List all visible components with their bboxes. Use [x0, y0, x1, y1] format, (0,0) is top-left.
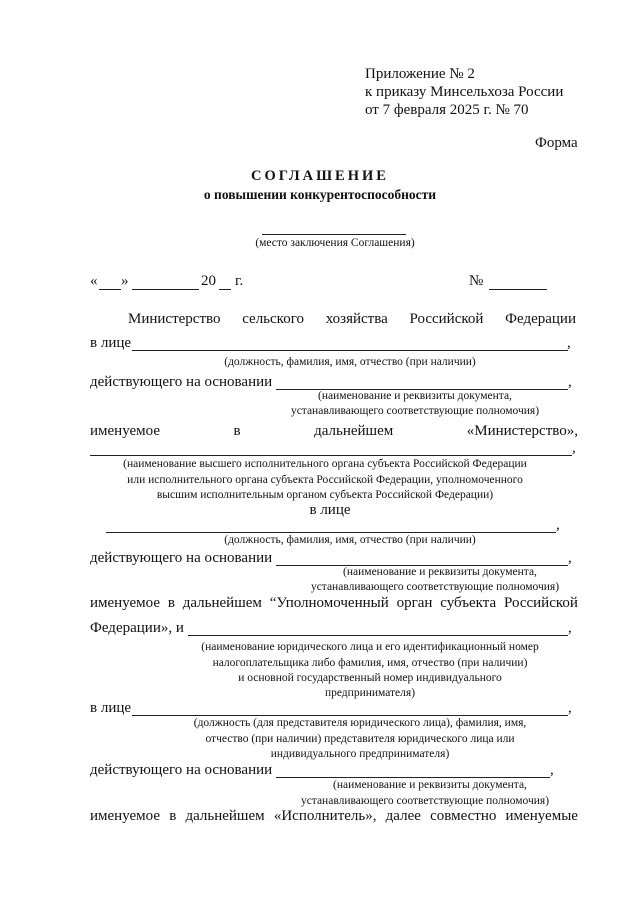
comma: ,	[556, 517, 560, 533]
caption-exec-line-3: высшим исполнительным органом субъекта Российской Федерации)	[156, 489, 494, 501]
year-prefix: 20	[201, 273, 216, 289]
date-close-quote: »	[121, 273, 129, 289]
comma: ,	[550, 762, 554, 778]
named-word: именуемое	[90, 423, 160, 439]
named-word: “Уполномоченный	[269, 595, 389, 611]
caption-legal-line-2: налогоплательщика либо фамилия, имя, отчество (при наличии)	[212, 657, 528, 669]
named-word: в	[233, 423, 241, 439]
named-word: орган	[396, 595, 433, 611]
year-field-line	[219, 289, 231, 290]
executive-body-line	[90, 455, 572, 456]
caption-rep-line-1: (должность (для представителя юридического лица), фамилия, имя,	[193, 717, 527, 729]
ministry-word: Федерации	[505, 311, 576, 327]
authorized-person-line	[106, 532, 556, 533]
named-word: дальнейшем	[182, 595, 262, 611]
named-word: именуемое	[90, 595, 160, 611]
caption-legal-line-1: (наименование юридического лица и его идентификационный номер	[201, 641, 539, 653]
comma: ,	[568, 620, 572, 636]
caption-rep-line-2: отчество (при наличии) представителя юридического лица или	[205, 733, 515, 745]
comma: ,	[568, 700, 572, 716]
caption-rep-line-3: индивидуального предпринимателя)	[270, 748, 450, 760]
comma: ,	[568, 550, 572, 566]
named-word: «Министерство»,	[466, 423, 578, 439]
basis-document-line-3	[276, 777, 550, 778]
month-field-line	[132, 289, 199, 290]
ministry-word: Министерство	[128, 311, 221, 327]
named-word: именуемое	[90, 808, 160, 824]
date-open-quote: «	[90, 273, 98, 289]
document-title: СОГЛАШЕНИЕ	[251, 168, 389, 184]
caption-legal-line-3: и основной государственный номер индивидуального	[238, 672, 502, 684]
named-word: дальнейшем	[185, 808, 265, 824]
named-word: «Исполнитель»,	[273, 808, 377, 824]
in-person-centered: в лице	[309, 502, 351, 518]
caption-doc-line-1: (наименование и реквизиты документа,	[318, 390, 512, 402]
comma: ,	[567, 335, 571, 351]
appendix-line-1: Приложение № 2	[365, 66, 475, 82]
named-word: Российской	[503, 595, 578, 611]
named-word: в	[167, 595, 175, 611]
document-subtitle: о повышении конкурентоспособности	[203, 187, 437, 202]
named-word: далее	[385, 808, 421, 824]
ministry-named-line	[90, 423, 578, 440]
year-suffix: г.	[235, 273, 244, 289]
caption-doc2-line-1: (наименование и реквизиты документа,	[343, 566, 537, 578]
federation-and: Федерации», и	[90, 620, 184, 636]
form-label: Форма	[535, 135, 578, 151]
number-field-line	[489, 289, 547, 290]
executor-named-line	[90, 808, 578, 825]
caption-doc-line-2: устанавливающего соответствующие полномочия)	[290, 405, 540, 417]
named-word: в	[169, 808, 177, 824]
named-word: субъекта	[440, 595, 497, 611]
caption-doc2-line-2: устанавливающего соответствующие полномочия)	[310, 581, 560, 593]
number-sign: №	[469, 273, 484, 289]
day-field-line	[99, 289, 121, 290]
named-word: именуемые	[505, 808, 578, 824]
caption-doc3-line-2: устанавливающего соответствующие полномочия)	[300, 795, 550, 807]
ministry-person-line	[132, 350, 568, 351]
caption-legal-line-4: предпринимателя)	[324, 687, 416, 699]
acting-basis-label-2: действующего на основании	[90, 550, 273, 566]
comma: ,	[568, 374, 572, 390]
representative-line	[132, 715, 568, 716]
caption-doc3-line-1: (наименование и реквизиты документа,	[333, 779, 527, 791]
place-field-line	[262, 234, 406, 235]
caption-position-fio-2: (должность, фамилия, имя, отчество (при наличии)	[224, 534, 476, 546]
caption-position-fio: (должность, фамилия, имя, отчество (при наличии)	[224, 356, 476, 368]
in-person-label-3: в лице	[90, 700, 132, 716]
place-caption: (место заключения Соглашения)	[255, 237, 415, 249]
in-person-label: в лице	[90, 335, 132, 351]
named-word: дальнейшем	[314, 423, 394, 439]
ministry-line	[128, 311, 576, 328]
appendix-line-3: от 7 февраля 2025 г. № 70	[365, 102, 529, 118]
authorized-named-line	[90, 595, 578, 612]
executor-name-line	[188, 635, 568, 636]
ministry-word: хозяйства	[325, 311, 388, 327]
caption-exec-line-1: (наименование высшего исполнительного органа субъекта Российской Федерации	[123, 458, 527, 470]
named-word: совместно	[430, 808, 497, 824]
acting-basis-label: действующего на основании	[90, 374, 273, 390]
comma: ,	[572, 440, 576, 456]
caption-exec-line-2: или исполнительного органа субъекта Российской Федерации, уполномоченного	[127, 474, 523, 486]
ministry-word: сельского	[242, 311, 304, 327]
appendix-line-2: к приказу Минсельхоза России	[365, 84, 564, 100]
ministry-word: Российской	[409, 311, 484, 327]
acting-basis-label-3: действующего на основании	[90, 762, 273, 778]
